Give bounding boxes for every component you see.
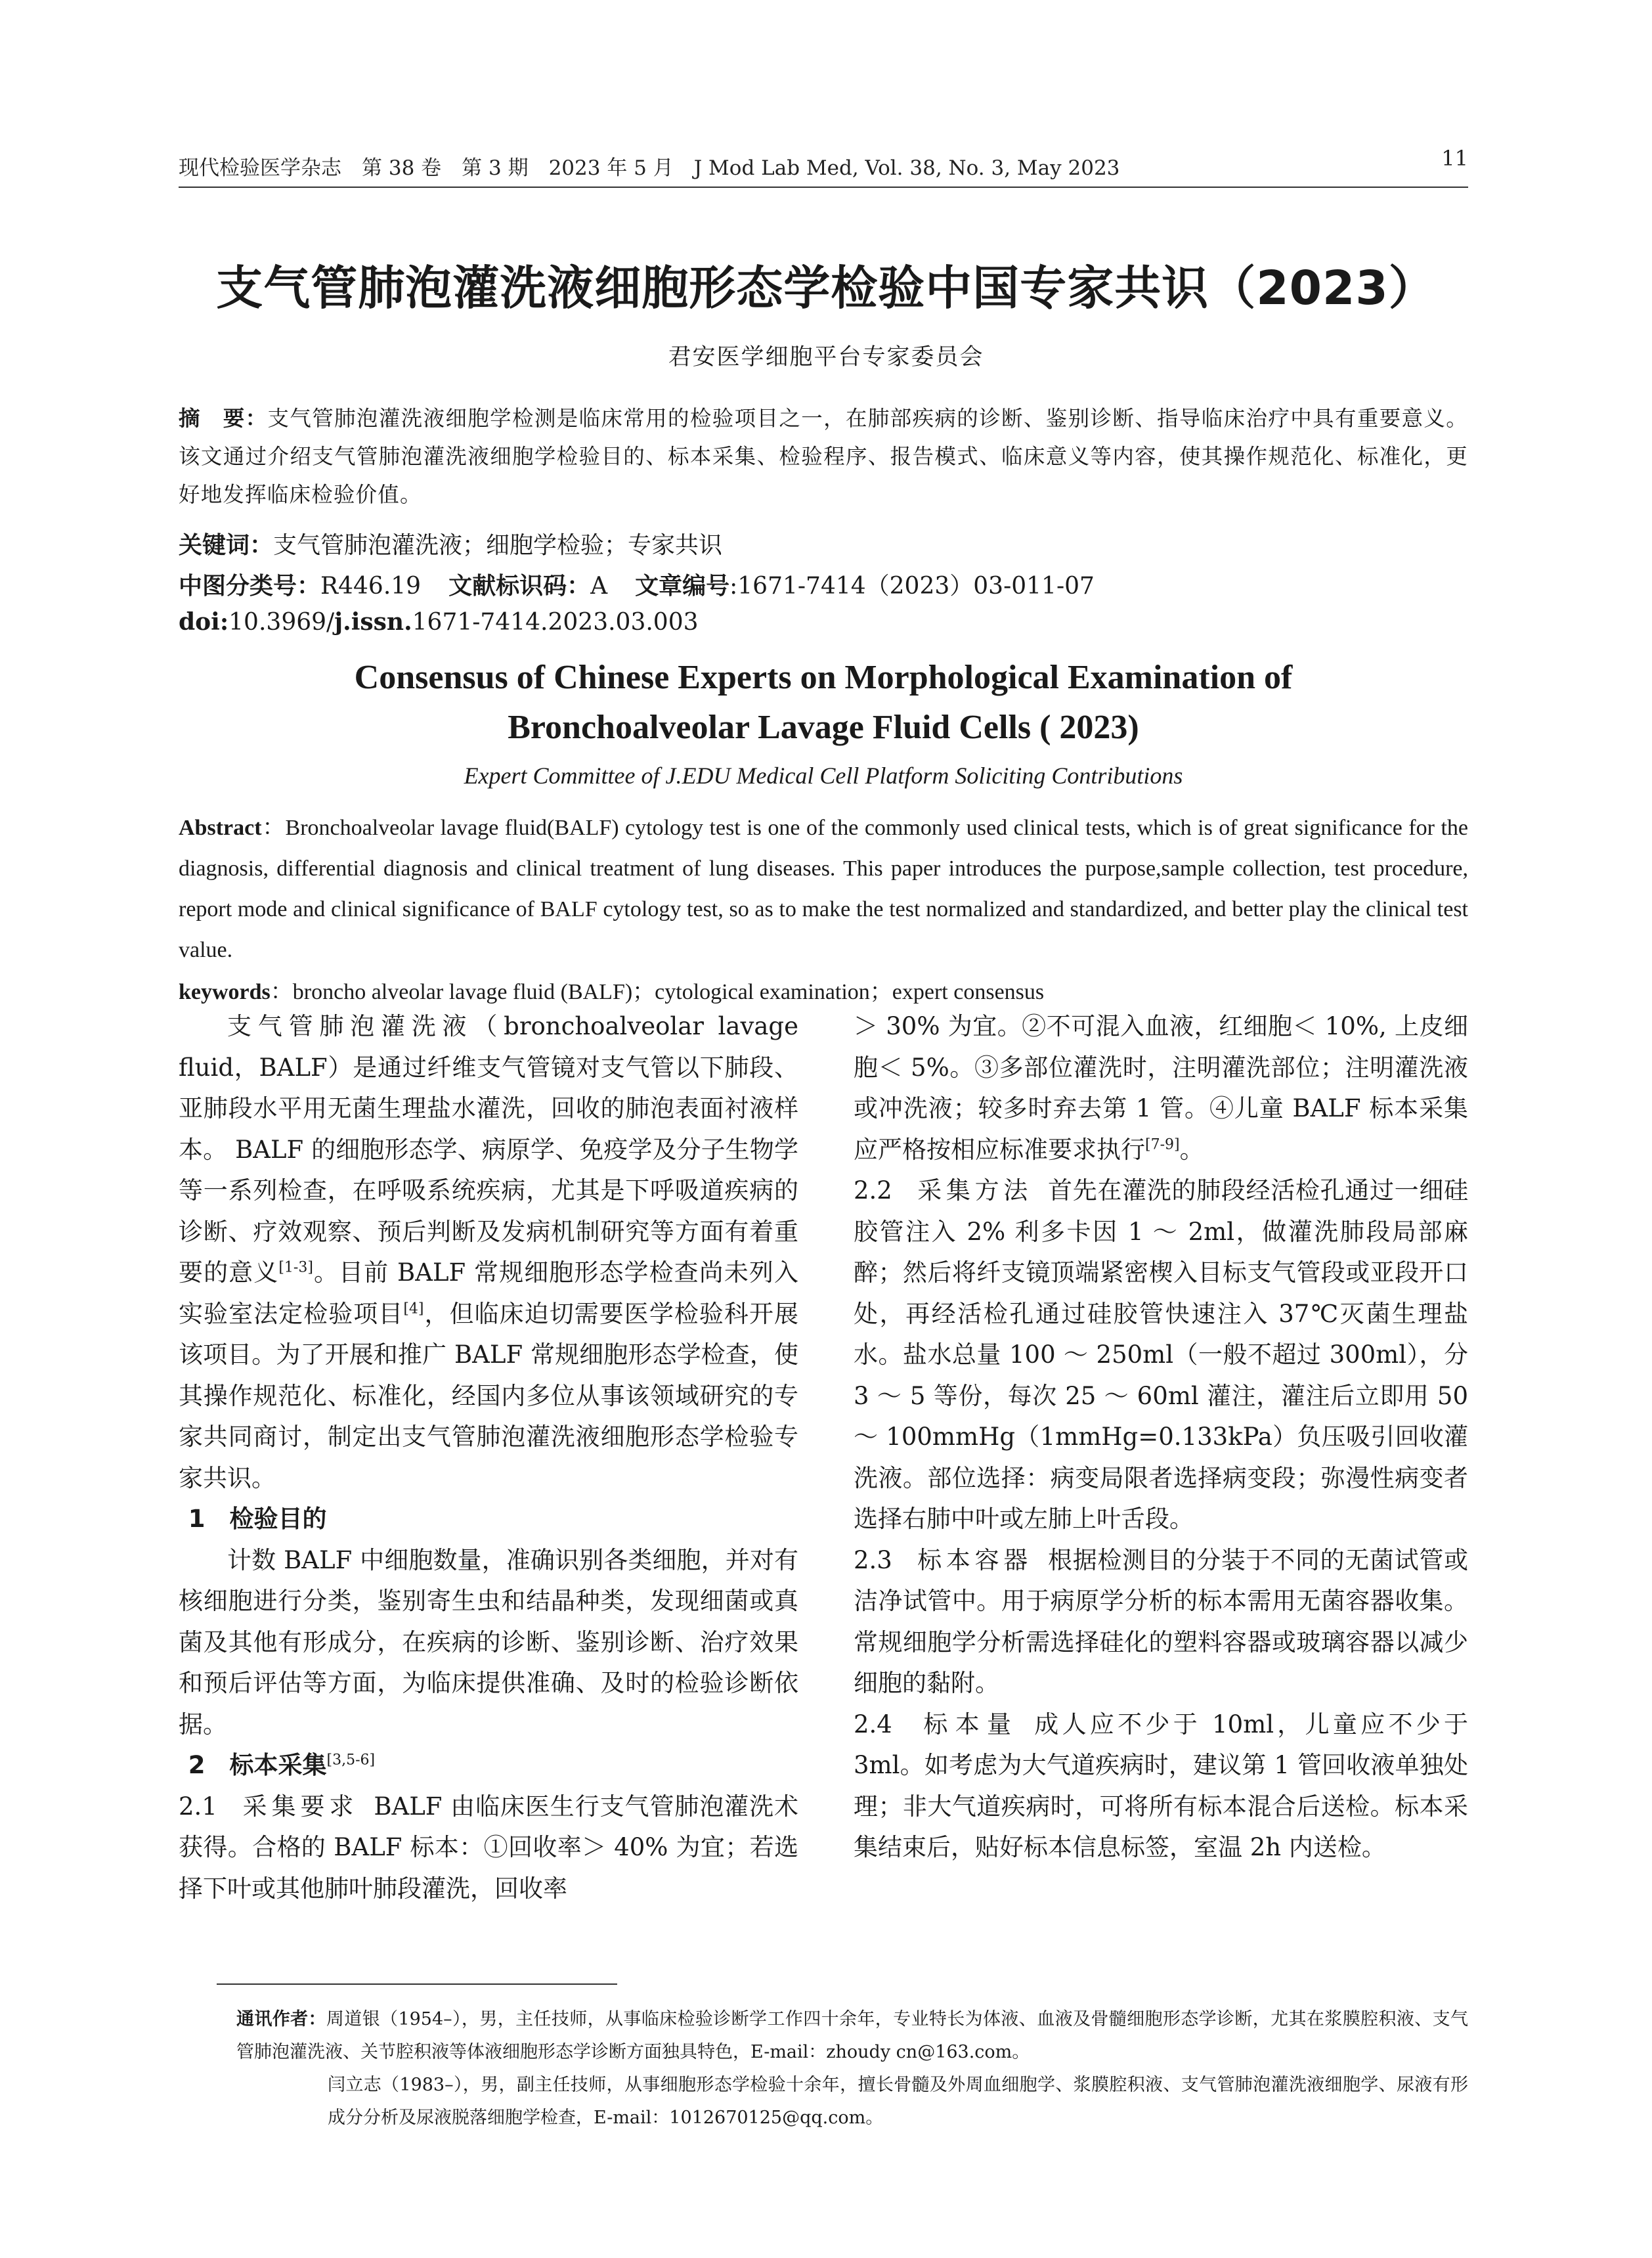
title-english (179, 653, 1468, 753)
keywords-english (179, 973, 1468, 1006)
doi-prefix: 10.3969/ (228, 609, 335, 636)
doi-line (179, 608, 1468, 636)
article-number-label: 文章编号 (635, 573, 730, 600)
author-chinese: 君安医学细胞平台专家委员会 (668, 344, 984, 370)
body-column-right (854, 1006, 1468, 1869)
classification-line (179, 567, 1468, 601)
doi-label: doi: (179, 608, 229, 636)
citation-ref: [3,5-6] (326, 1752, 376, 1769)
abstract-chinese-text: 支气管肺泡灌洗液细胞学检测是临床常用的检验项目之一，在肺部疾病的诊断、鉴别诊断、指导临床治疗中具有重要意义。该文通过介绍支气管肺泡灌洗液细胞学检验目的、标本采集、检验程序、报告模式、临床意义等内容，使其操作规范化、标准化，更好地发挥临床检验价值。 (179, 406, 1468, 507)
keywords-english-label: keywords (179, 980, 271, 1004)
footnote-label: 通讯作者： (236, 2009, 326, 2029)
continued-paragraph (854, 1006, 1468, 1170)
section-heading-1: 1 检验目的 (188, 1505, 327, 1533)
intro-paragraph (179, 1006, 798, 1499)
abstract-english-label: Abstract (179, 816, 262, 840)
footnote-author-2: 闫立志（1983–），男，副主任技师，从事细胞形态学检验十余年，擅长骨髓及外周血细胞学、浆膜腔积液、支气管肺泡灌洗液细胞学、尿液有形成分分析及尿液脱落细胞学检查，E-mail：1012670125@qq.com。 (328, 2075, 1468, 2128)
article-number-value: :1671-7414（2023）03-011-07 (729, 573, 1095, 600)
doc-code-value: A (590, 573, 608, 600)
subsection-text: 首先在灌洗的肺段经活检孔通过一细硅胶管注入 2% 利多卡因 1 ～ 2ml，做灌洗肺段局部麻醉；然后将纤支镜顶端紧密楔入目标支气管段或亚段开口处，再经活检孔通过硅胶管快速注入 37℃灭菌生理盐水。盐水总量 100 ～ 250ml（一般不超过 300ml），分 3 ～ 5 等份，每次 25 ～ 60ml 灌注，灌注后立即用 50 ～ 100mmHg（1mmHg=0.133kPa）负压吸引回收灌洗液。部位选择：病变局限者选择病变段；弥漫性病变者选择右肺中叶或左肺上叶舌段。 (854, 1176, 1469, 1533)
subsection-number: 2.2 (854, 1176, 892, 1205)
title-chinese: 支气管肺泡灌洗液细胞形态学检验中国专家共识（2023） (216, 261, 1436, 315)
section-2-1-paragraph (179, 1786, 798, 1910)
intro-text: 支气管肺泡灌洗液（bronchoalveolar lavage fluid，BALF）是通过纤维支气管镜对支气管以下肺段、亚肺段水平用无菌生理盐水灌洗，回收的肺泡表面衬液样本。 BALF 的细胞形态学、病原学、免疫学及分子生物学等一系列检查，在呼吸系统疾病，尤其是下呼吸道疾病的诊断、疗效观察、预后判断及发病机制研究等方面有着重要的意义 (179, 1012, 798, 1287)
citation-ref: [4] (403, 1300, 424, 1317)
author-english: Expert Committee of J.EDU Medical Cell Platform Soliciting Contributions (464, 763, 1183, 789)
abstract-english (179, 808, 1468, 971)
footnote-rule (217, 1983, 617, 1985)
section-heading-2-text: 2 标本采集 (188, 1751, 327, 1779)
title-english-line2: Bronchoalveolar Lavage Fluid Cells ( 2023) (508, 709, 1139, 746)
keywords-chinese (179, 527, 1468, 560)
body-column-left (179, 1006, 798, 1909)
continued-text: ＞ 30% 为宜。②不可混入血液，红细胞＜ 10%, 上皮细胞＜ 5%。③多部位灌洗时，注明灌洗部位；注明灌洗液或冲洗液；较多时弃去第 1 管。④儿童 BALF 标本采集应严格按相应标准要求执行 (854, 1012, 1468, 1164)
subsection-number: 2.1 (179, 1792, 217, 1821)
section-2-4-paragraph (854, 1704, 1468, 1869)
keywords-chinese-label: 关键词： (179, 532, 274, 559)
section-2-2-paragraph (854, 1170, 1468, 1540)
doi-suffix: 1671-7414.2023.03.003 (412, 609, 699, 636)
subsection-title: 采集方法 (917, 1176, 1032, 1205)
section-heading-2 (179, 1745, 798, 1786)
subsection-number: 2.4 (854, 1710, 892, 1738)
subsection-text: BALF 由临床医生行支气管肺泡灌洗术获得。合格的 BALF 标本：①回收率＞ 40% 为宜；若选择下叶或其他肺叶肺段灌洗，回收率 (179, 1792, 799, 1903)
keywords-english-text: ：broncho alveolar lavage fluid (BALF)；cytological examination；expert consensus (270, 980, 1045, 1004)
subsection-text: 根据检测目的分装于不同的无菌试管或洁净试管中。用于病原学分析的标本需用无菌容器收集。常规细胞学分析需选择硅化的塑料容器或玻璃容器以减少细胞的黏附。 (854, 1545, 1469, 1697)
subsection-title: 标本量 (923, 1710, 1019, 1738)
journal-citation: 现代检验医学杂志 第 38 卷 第 3 期 2023 年 5 月 J Mod Lab Med, Vol. 38, No. 3, May 2023 (179, 156, 1120, 180)
footnote-corresponding-authors (236, 2003, 1468, 2135)
abstract-chinese (179, 399, 1468, 514)
running-header (179, 146, 1468, 189)
doi-issn-label: j.issn. (334, 608, 412, 636)
title-english-line1: Consensus of Chinese Experts on Morphological Examination of (354, 659, 1293, 696)
intro-text-3: ，但临床迫切需要医学检验科开展该项目。为了开展和推广 BALF 常规细胞形态学检查，使其操作规范化、标准化，经国内多位从事该领域研究的专家共同商讨，制定出支气管肺泡灌洗液细胞形态学检验专家共识。 (179, 1299, 799, 1492)
clc-label: 中图分类号： (179, 573, 321, 600)
doc-code-label: 文献标识码： (448, 573, 591, 600)
page-number: 11 (1441, 146, 1468, 171)
subsection-text: 成人应不少于 10ml，儿童应不少于 3ml。如考虑为大气道疾病时，建议第 1 管回收液单独处理；非大气道疾病时，可将所有标本混合后送检。标本采集结束后，贴好标本信息标签，室温 2h 内送检。 (854, 1710, 1469, 1861)
subsection-number: 2.3 (854, 1545, 892, 1574)
subsection-title: 标本容器 (917, 1545, 1032, 1574)
section-1-paragraph: 计数 BALF 中细胞数量，准确识别各类细胞，并对有核细胞进行分类，鉴别寄生虫和结晶种类，发现细菌或真菌及其他有形成分，在疾病的诊断、鉴别诊断、治疗效果和预后评估等方面，为临床提供准确、及时的检验诊断依据。 (179, 1545, 798, 1738)
subsection-title: 采集要求 (242, 1792, 359, 1821)
abstract-english-text: ：Bronchoalveolar lavage fluid(BALF) cytology test is one of the commonly used clinical tests, which is of great significance for the diagnosis, differential diagnosis and clinical treatment of lung diseases. This paper introduces the purpose,sample collection, test procedure, report mode and clinical significance of BALF cytology test, so as to make the test normalized and standardized, and better play the clinical test value. (179, 816, 1468, 962)
citation-ref: [1-3] (278, 1259, 313, 1276)
clc-value: R446.19 (320, 573, 422, 600)
footnote-author-1 (236, 2003, 1468, 2069)
continued-text-end: 。 (1179, 1135, 1204, 1164)
intro-text-2: 。目前 BALF 常规细胞形态学检查尚未列入实验室法定检验项目 (179, 1258, 798, 1328)
abstract-chinese-label: 摘 要： (179, 406, 268, 431)
citation-ref: [7-9] (1145, 1136, 1180, 1153)
header-rule (179, 187, 1468, 188)
keywords-chinese-text: 支气管肺泡灌洗液；细胞学检验；专家共识 (273, 532, 723, 559)
footnote-author-1-text: 周道银（1954–），男，主任技师，从事临床检验诊断学工作四十余年，专业特长为体液、血液及骨髓细胞形态学诊断，尤其在浆膜腔积液、支气管肺泡灌洗液、关节腔积液等体液细胞形态学诊断方面独具特色，E-mail：zhoudy cn@163.com。 (236, 2009, 1468, 2062)
section-2-3-paragraph (854, 1540, 1468, 1704)
